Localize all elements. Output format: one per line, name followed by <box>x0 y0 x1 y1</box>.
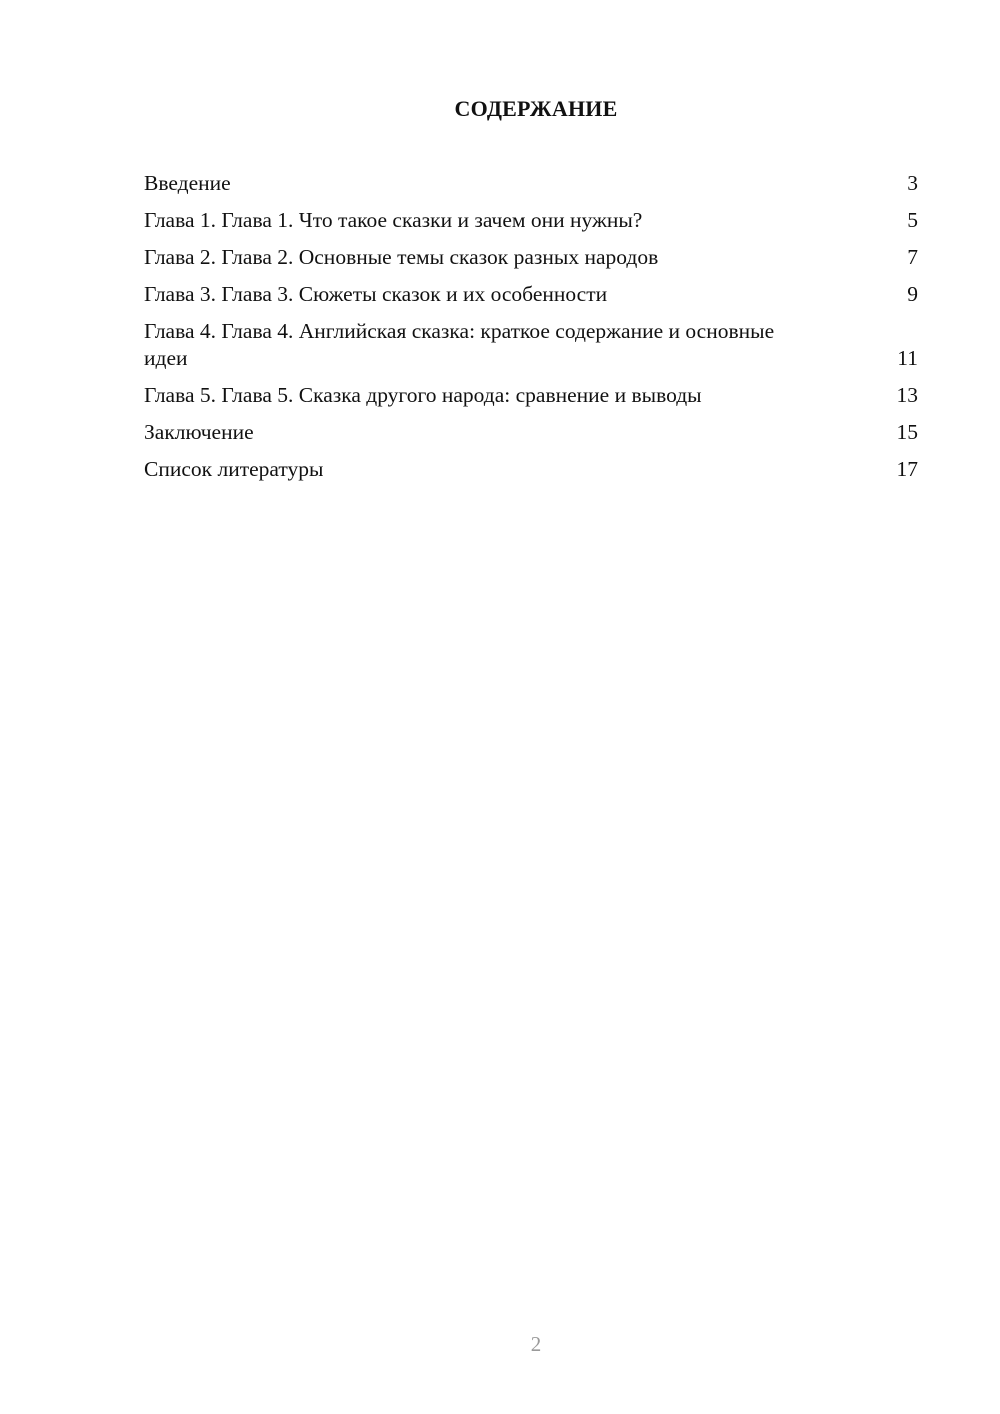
toc-page-number: 3 <box>907 171 918 195</box>
page-number: 2 <box>530 1332 542 1356</box>
toc-row-bibliography <box>144 456 918 483</box>
toc-page-number: 9 <box>907 282 918 306</box>
toc-label: Глава 4. Глава 4. Английская сказка: краткое содержание и основные идеи <box>144 319 775 370</box>
toc-page-number: 17 <box>896 457 918 481</box>
toc-page-number: 5 <box>907 208 918 232</box>
table-of-contents <box>144 170 918 493</box>
toc-label: Глава 5. Глава 5. Сказка другого народа: сравнение и выводы <box>144 383 702 407</box>
toc-label: Список литературы <box>144 457 324 481</box>
toc-row-chapter-2 <box>144 244 918 271</box>
page-title: СОДЕРЖАНИЕ <box>454 96 618 121</box>
toc-page-number: 11 <box>897 346 918 370</box>
toc-row-introduction <box>144 170 918 197</box>
toc-label: Глава 3. Глава 3. Сюжеты сказок и их особенности <box>144 282 608 306</box>
toc-page-number: 15 <box>896 420 918 444</box>
toc-page-number: 13 <box>896 383 918 407</box>
toc-row-chapter-5 <box>144 382 918 409</box>
toc-row-conclusion <box>144 419 918 446</box>
toc-label: Введение <box>144 171 231 195</box>
toc-row-chapter-4 <box>144 318 918 372</box>
toc-label: Глава 1. Глава 1. Что такое сказки и зачем они нужны? <box>144 208 643 232</box>
toc-label: Глава 2. Глава 2. Основные темы сказок разных народов <box>144 245 659 269</box>
toc-row-chapter-1 <box>144 207 918 234</box>
toc-row-chapter-3 <box>144 281 918 308</box>
toc-label: Заключение <box>144 420 254 444</box>
toc-page-number: 7 <box>907 245 918 269</box>
